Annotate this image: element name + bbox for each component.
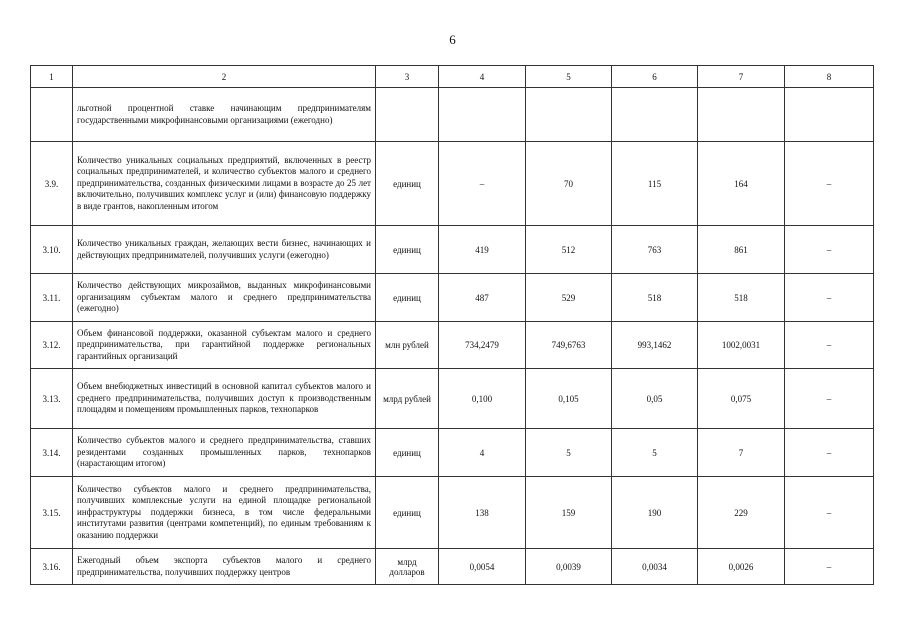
indicator-description: льготной процентной ставке начинающим предпринимателям государственными микрофинансовыми организациями (ежегодно) [73, 88, 376, 142]
value-cell: 0,0039 [526, 549, 612, 585]
indicator-description: Количество субъектов малого и среднего предпринимательства, получивших комплексные услуги на единой площадке региональной инфраструктуры поддержки бизнеса, в том числе федеральными институтами развития (центрами компетенций), по единым требованиям к оказанию поддержки [73, 477, 376, 549]
row-number: 3.13. [31, 369, 73, 429]
column-header: 8 [785, 66, 874, 88]
value-cell: 749,6763 [526, 322, 612, 369]
value-cell [526, 88, 612, 142]
value-cell: 1002,0031 [698, 322, 785, 369]
row-number: 3.10. [31, 226, 73, 274]
value-cell: 5 [612, 429, 698, 477]
table-row [31, 429, 874, 477]
page-number: 6 [449, 32, 456, 47]
value-cell: 229 [698, 477, 785, 549]
table-row [31, 274, 874, 322]
table-row [31, 369, 874, 429]
column-header: 5 [526, 66, 612, 88]
table-row [31, 88, 874, 142]
row-number: 3.14. [31, 429, 73, 477]
value-cell: – [439, 142, 526, 226]
unit-cell: единиц [376, 477, 439, 549]
value-cell: 190 [612, 477, 698, 549]
value-cell: 138 [439, 477, 526, 549]
value-cell [439, 88, 526, 142]
table-row [31, 226, 874, 274]
value-cell: 0,0054 [439, 549, 526, 585]
unit-cell: единиц [376, 142, 439, 226]
value-cell: 0,100 [439, 369, 526, 429]
value-cell: 159 [526, 477, 612, 549]
value-cell: 164 [698, 142, 785, 226]
column-header: 6 [612, 66, 698, 88]
table-row [31, 549, 874, 585]
value-cell: – [785, 142, 874, 226]
unit-cell: млн рублей [376, 322, 439, 369]
unit-cell: млрд рублей [376, 369, 439, 429]
value-cell: 518 [612, 274, 698, 322]
unit-cell [376, 88, 439, 142]
header-row [31, 66, 874, 88]
row-number: 3.16. [31, 549, 73, 585]
indicator-description: Количество уникальных граждан, желающих вести бизнес, начинающих и действующих предпринимателей, получивших услуги (ежегодно) [73, 226, 376, 274]
value-cell: 861 [698, 226, 785, 274]
value-cell [612, 88, 698, 142]
unit-cell: единиц [376, 226, 439, 274]
row-number: 3.12. [31, 322, 73, 369]
value-cell: – [785, 429, 874, 477]
value-cell: 5 [526, 429, 612, 477]
value-cell: 0,105 [526, 369, 612, 429]
unit-cell: единиц [376, 274, 439, 322]
table-row [31, 322, 874, 369]
indicators-table [30, 65, 874, 585]
value-cell: – [785, 477, 874, 549]
indicator-description: Ежегодный объем экспорта субъектов малого и среднего предпринимательства, получивших поддержку центров [73, 549, 376, 585]
value-cell: 70 [526, 142, 612, 226]
value-cell: – [785, 226, 874, 274]
value-cell: 529 [526, 274, 612, 322]
table-row [31, 142, 874, 226]
value-cell: 0,05 [612, 369, 698, 429]
value-cell: 518 [698, 274, 785, 322]
value-cell: – [785, 369, 874, 429]
value-cell: – [785, 322, 874, 369]
value-cell: 0,075 [698, 369, 785, 429]
indicator-description: Количество действующих микрозаймов, выданных микрофинансовыми организациям субъектам малого и среднего предпринимательства (ежегодно) [73, 274, 376, 322]
column-header: 7 [698, 66, 785, 88]
value-cell: 734,2479 [439, 322, 526, 369]
value-cell: 512 [526, 226, 612, 274]
value-cell [698, 88, 785, 142]
row-number: 3.9. [31, 142, 73, 226]
indicator-description: Объем финансовой поддержки, оказанной субъектам малого и среднего предпринимательства, при гарантийной поддержке региональных гарантийных организаций [73, 322, 376, 369]
value-cell: 993,1462 [612, 322, 698, 369]
row-number: 3.11. [31, 274, 73, 322]
value-cell: 115 [612, 142, 698, 226]
value-cell: 0,0034 [612, 549, 698, 585]
value-cell: 7 [698, 429, 785, 477]
value-cell: – [785, 549, 874, 585]
column-header: 2 [73, 66, 376, 88]
value-cell: 4 [439, 429, 526, 477]
value-cell: 487 [439, 274, 526, 322]
indicator-description: Количество субъектов малого и среднего предпринимательства, ставших резидентами созданных промышленных парков, технопарков (нарастающим итогом) [73, 429, 376, 477]
unit-cell: млрд долларов [376, 549, 439, 585]
column-header: 1 [31, 66, 73, 88]
indicator-description: Объем внебюджетных инвестиций в основной капитал субъектов малого и среднего предпринимательства, получивших доступ к производственным площадям и помещениям промышленных парков, технопарков [73, 369, 376, 429]
row-number [31, 88, 73, 142]
value-cell: 763 [612, 226, 698, 274]
value-cell: 419 [439, 226, 526, 274]
value-cell: 0,0026 [698, 549, 785, 585]
value-cell [785, 88, 874, 142]
column-header: 4 [439, 66, 526, 88]
column-header: 3 [376, 66, 439, 88]
table-row [31, 477, 874, 549]
value-cell: – [785, 274, 874, 322]
row-number: 3.15. [31, 477, 73, 549]
unit-cell: единиц [376, 429, 439, 477]
indicator-description: Количество уникальных социальных предприятий, включенных в реестр социальных предпринимателей, и количество субъектов малого и среднего предпринимательства, созданных физическими лицами в возрасте до 25 лет включительно, получивших комплекс услуг и (или) финансовую поддержку в виде грантов, накопленным итогом [73, 142, 376, 226]
